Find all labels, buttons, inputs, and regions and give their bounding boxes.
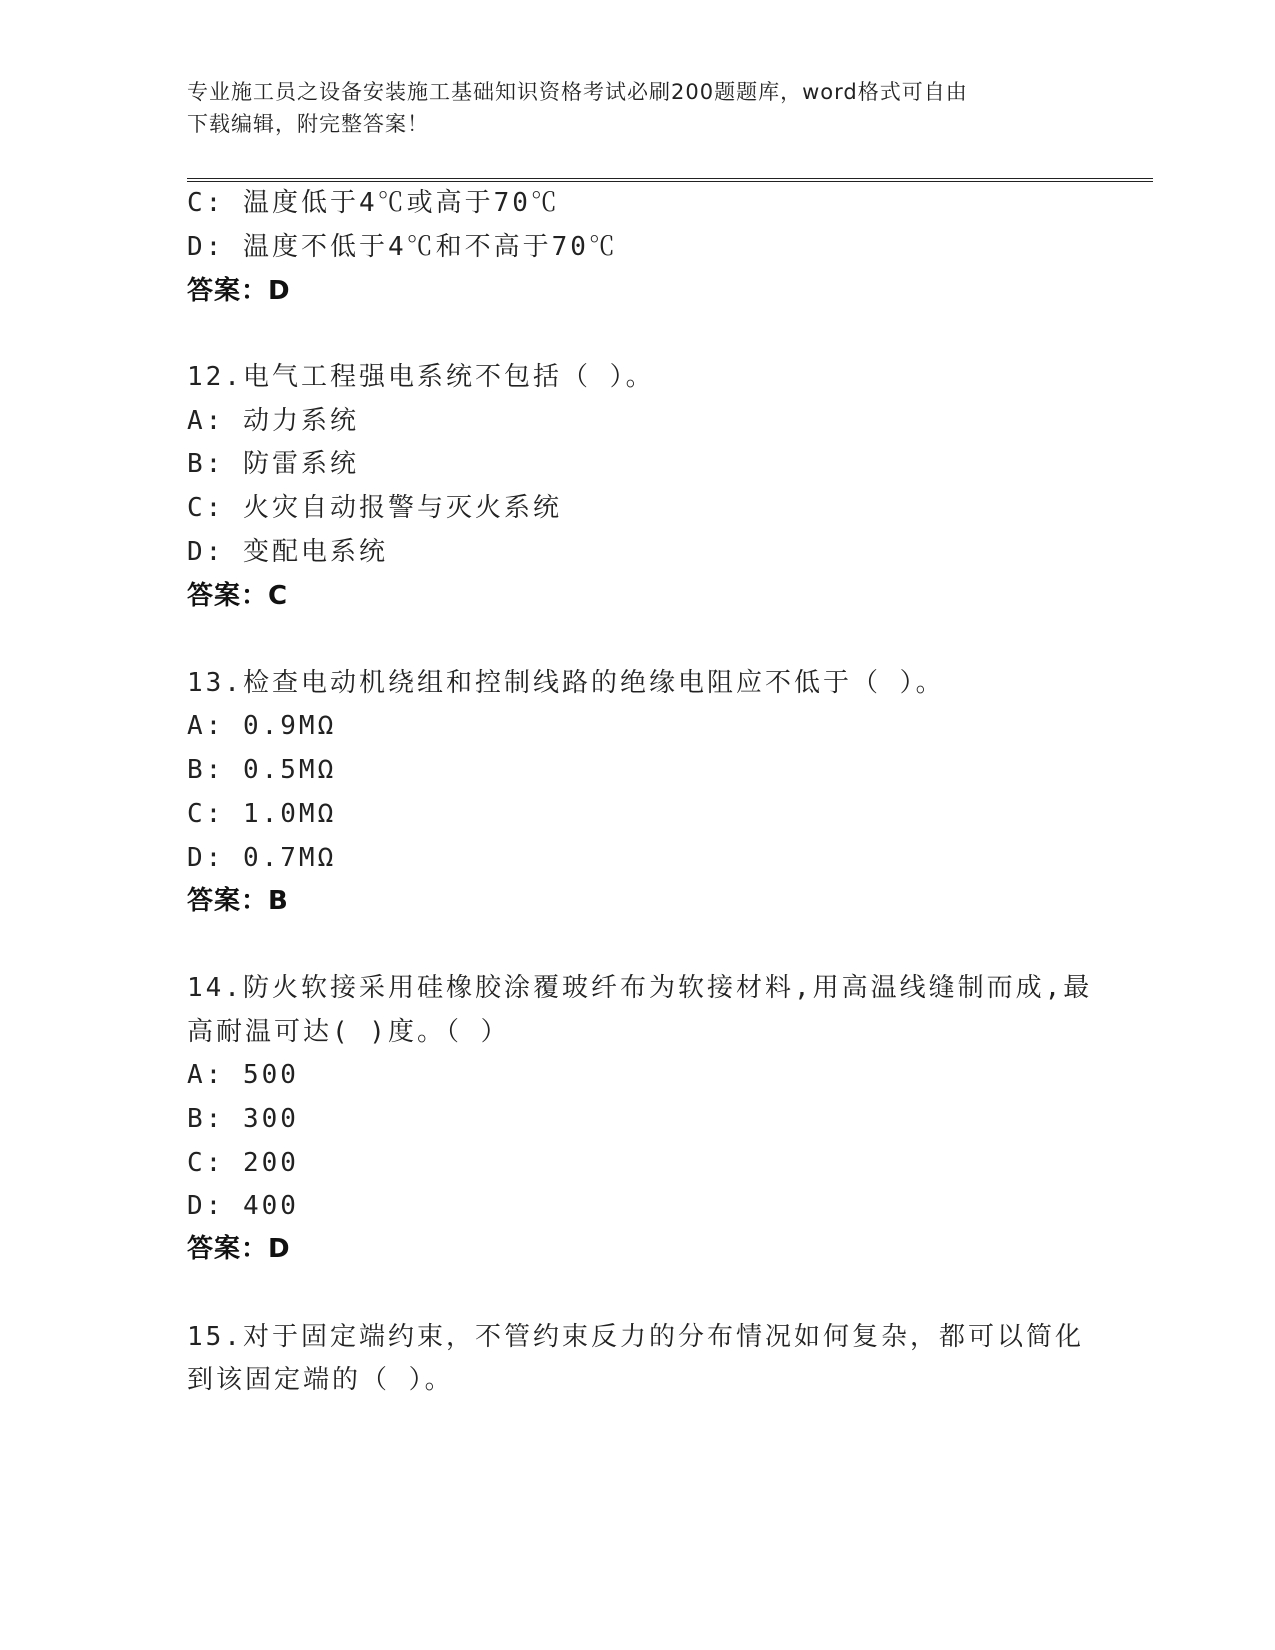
q12-option-d: D: 变配电系统: [187, 537, 388, 567]
prev-option-d: D: 温度不低于4℃和不高于70℃: [187, 232, 618, 262]
header-line-2: 下载编辑，附完整答案！: [187, 112, 429, 136]
q12-option-a: A: 动力系统: [187, 406, 359, 436]
q12-answer: 答案：C: [187, 581, 289, 611]
q14-stem-line-1: 14.防火软接采用硅橡胶涂覆玻纤布为软接材料,用高温线缝制而成,最: [187, 973, 1093, 1003]
prev-answer: 答案：D: [187, 276, 291, 306]
document-header: [187, 76, 1087, 140]
q13-stem: 13.检查电动机绕组和控制线路的绝缘电阻应不低于（ ）。: [187, 668, 945, 698]
q14-answer: 答案：D: [187, 1234, 291, 1264]
q13-option-c: C: 1.0MΩ: [187, 799, 337, 829]
q14-stem-line-2: 高耐温可达( )度。（ ）: [187, 1017, 510, 1047]
q13-option-b: B: 0.5MΩ: [187, 755, 337, 785]
q13-answer: 答案：B: [187, 886, 289, 916]
header-line-1: 专业施工员之设备安装施工基础知识资格考试必刷200题题库，word格式可自由: [187, 80, 968, 104]
q12-option-b: B: 防雷系统: [187, 449, 359, 479]
q15-stem-line-1: 15.对于固定端约束，不管约束反力的分布情况如何复杂，都可以简化: [187, 1322, 1084, 1352]
q14-option-b: B: 300: [187, 1104, 299, 1134]
q15-stem-line-2: 到该固定端的（ ）。: [187, 1365, 454, 1395]
header-rule: [187, 178, 1153, 182]
q13-option-d: D: 0.7MΩ: [187, 843, 337, 873]
q14-option-c: C: 200: [187, 1148, 299, 1178]
q12-stem: 12.电气工程强电系统不包括（ ）。: [187, 362, 655, 392]
q14-option-a: A: 500: [187, 1060, 299, 1090]
prev-option-c: C: 温度低于4℃或高于70℃: [187, 188, 560, 218]
q13-option-a: A: 0.9MΩ: [187, 711, 337, 741]
q12-option-c: C: 火灾自动报警与灭火系统: [187, 493, 562, 523]
q14-option-d: D: 400: [187, 1191, 299, 1221]
